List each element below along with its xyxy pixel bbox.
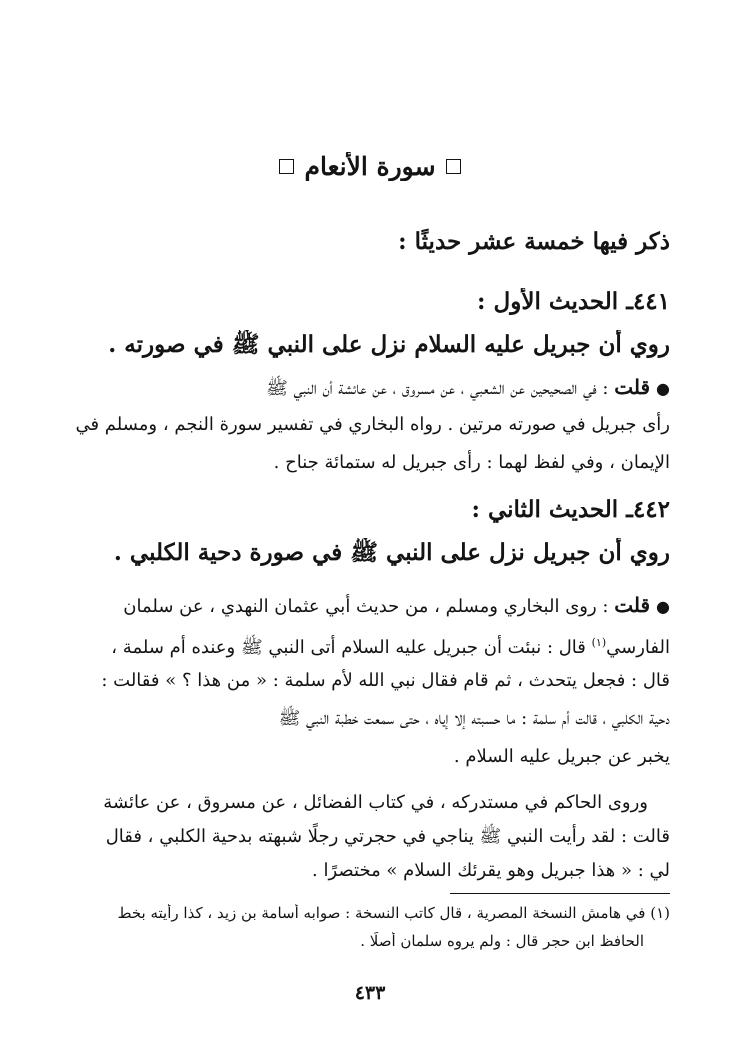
intro-heading: ذكر فيها خمسة عشر حديثًا : <box>398 228 670 255</box>
page <box>70 0 670 1063</box>
paragraph-3-line-1: وروى الحاكم في مستدركه ، في كتاب الفضائل ، عن مسروق ، عن عائشة <box>103 792 648 813</box>
hadith-1-line-2: رأى جبريل في صورته مرتين . رواه البخاري في تفسير سورة النجم ، ومسلم في <box>75 414 670 435</box>
hadith-2-line-1-text: : روى البخاري ومسلم ، من حديث أبي عثمان النهدي ، عن سلمان <box>123 596 609 617</box>
hadith-2-line-5: يخبر عن جبريل عليه السلام . <box>453 746 670 767</box>
footnote-marker: (١) <box>650 904 670 922</box>
footnote-line-1-text: في هامش النسخة المصرية ، قال كاتب النسخة : صوابه أسامة بن زيد ، كذا رأيته بخط <box>117 904 646 922</box>
hadith-2-text: روي أن جبريل نزل على النبي ﷺ في صورة دحية الكلبي . <box>113 539 670 566</box>
qult-label: قلت <box>614 593 651 617</box>
footnote-rule <box>450 893 670 894</box>
hadith-1-line-3: الإيمان ، وفي لفظ لهما : رأى جبريل له ستمائة جناح . <box>273 452 670 473</box>
hadith-2-line-2 <box>70 628 670 663</box>
paragraph-3-line-3: لي : « هذا جبريل وهو يقرئك السلام » مختصرًا . <box>312 860 670 881</box>
square-ornament-icon <box>279 159 294 174</box>
hadith-1-heading: ٤٤١ـ الحديث الأول : <box>477 288 670 315</box>
hadith-2-line-2-text: قال : نبئت أن جبريل عليه السلام أتى النبي ﷺ وعنده أم سلمة ، <box>111 637 592 658</box>
footnote-line-2: الحافظ ابن حجر قال : ولم يروه سلمان أصلًا . <box>360 932 644 950</box>
hadith-2-line-1 <box>70 590 670 622</box>
square-ornament-icon <box>446 159 461 174</box>
salman-name: الفارسي <box>606 637 670 658</box>
hadith-1-text: روي أن جبريل عليه السلام نزل على النبي ﷺ في صورته . <box>108 331 670 358</box>
bullet-icon: ● <box>656 597 670 616</box>
hadith-2-line-4: دحية الكلبي ، قالت أم سلمة : ما حسبته إلا إياه ، حتى سمعت خطبة النبي ﷺ <box>278 708 670 729</box>
footnote-line-1 <box>70 904 670 922</box>
surah-title <box>70 152 670 181</box>
footnote-ref: (١) <box>591 636 607 649</box>
page-number: ٤٣٣ <box>354 982 386 1004</box>
paragraph-3-line-2: قالت : لقد رأيت النبي ﷺ يناجي في حجرتي رجلًا شبهته بدحية الكلبي ، فقال <box>105 826 670 847</box>
hadith-2-heading: ٤٤٢ـ الحديث الثاني : <box>471 496 670 523</box>
surah-title-text: سورة الأنعام <box>304 152 436 181</box>
hadith-1-line-1-text: : في الصحيحين عن الشعبي ، عن مسروق ، عن عائشة أن النبي ﷺ <box>266 378 609 399</box>
hadith-1-line-1 <box>70 372 670 404</box>
qult-label: قلت <box>614 375 651 399</box>
bullet-icon: ● <box>656 379 670 398</box>
hadith-2-line-3: قال : فجعل يتحدث ، ثم قام فقال نبي الله لأم سلمة : « من هذا ؟ » فقالت : <box>101 670 670 691</box>
